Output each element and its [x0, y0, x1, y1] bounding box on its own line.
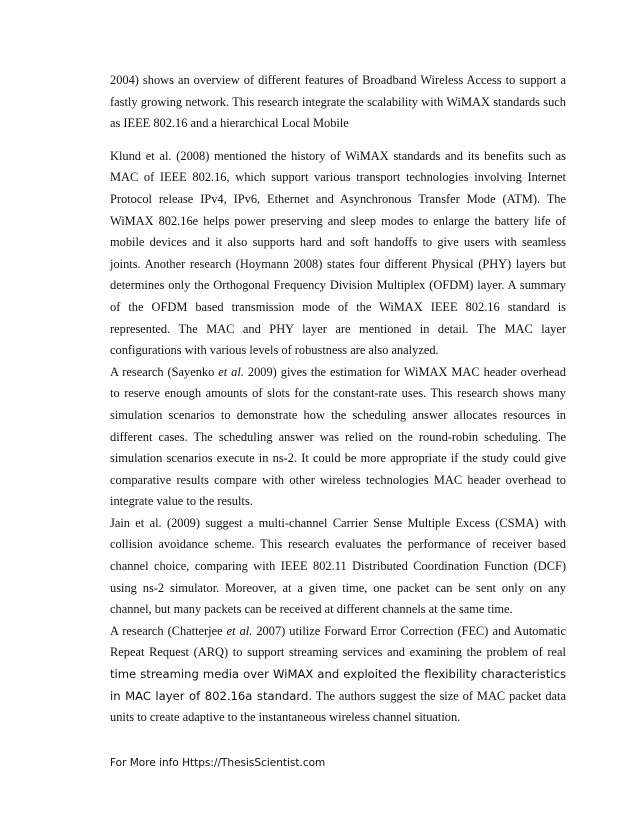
paragraph-1: 2004) shows an overview of different features of Broadband Wireless Access to support a fastly growing network. This research integrate the scalability with WiMAX standards such as IEEE 802.16 and a hierarchical Local Mobile: [110, 73, 566, 131]
paragraph-3-part-a: A research (Sayenko: [110, 364, 219, 379]
paragraph-5: [110, 621, 566, 729]
paragraph-3-part-b: 2009) gives the estimation for WiMAX MAC header overhead to reserve enough amounts of slots for the constant-rate uses. This research shows many simulation scenarios to demonstrate how the scheduling answer allocates resources in different cases. The scheduling answer was relied on the round-robin scheduling. The simulation scenarios execute in ns-2. It could be more appropriate if the study could give comparative results compare with other wireless technologies MAC header overhead to integrate value to the results.: [110, 364, 566, 509]
body-text: [110, 70, 566, 729]
page-footer: For More info Https://ThesisScientist.com: [110, 757, 326, 769]
paragraph-3: [110, 362, 566, 513]
paragraph-4: Jain et al. (2009) suggest a multi-channel Carrier Sense Multiple Excess (CSMA) with collision avoidance scheme. This research evaluates the performance of receiver based channel choice, comparing with IEEE 802.11 Distributed Coordination Function (DCF) using ns-2 simulator. Moreover, at a given time, one packet can be sent only on any channel, but many packets can be received at different channels at the same time.: [110, 515, 566, 617]
paragraph-5-part-b: 2007) utilize Forward Error Correction (FEC) and Automatic Repeat Request (ARQ) to support streaming services and examining the problem of real: [110, 623, 566, 660]
paragraph-5-part-a: A research (Chatterjee: [110, 623, 227, 638]
paragraph-3-italic: et al.: [218, 364, 244, 379]
paragraph-2: Klund et al. (2008) mentioned the history of WiMAX standards and its benefits such as MAC of IEEE 802.16, which support various transport technologies involving Internet Protocol release IPv4, IPv6, Ethernet and Asynchronous Transfer Mode (ATM). The WiMAX 802.16e helps power preserving and sleep modes to enlarge the battery life of mobile devices and it also supports hard and soft handoffs to give users with seamless joints. Another research (Hoymann 2008) states four different Physical (PHY) layers but determines only the Orthogonal Frequency Division Multiplex (OFDM) layer. A summary of the OFDM based transmission mode of the WiMAX IEEE 802.16 standard is represented. The MAC and PHY layer are mentioned in detail. The MAC layer configurations with various levels of robustness are also analyzed.: [110, 148, 566, 358]
paragraph-5-italic: et al.: [226, 623, 253, 638]
paragraph-5-alt-font: time streaming media over WiMAX and exploited the flexibility characteristics in MAC layer of 802.16a standard.: [110, 667, 566, 703]
paragraph-5-part-c: The authors suggest the size of MAC packet data units to create adaptive to the instantaneous wireless channel situation.: [110, 688, 566, 725]
